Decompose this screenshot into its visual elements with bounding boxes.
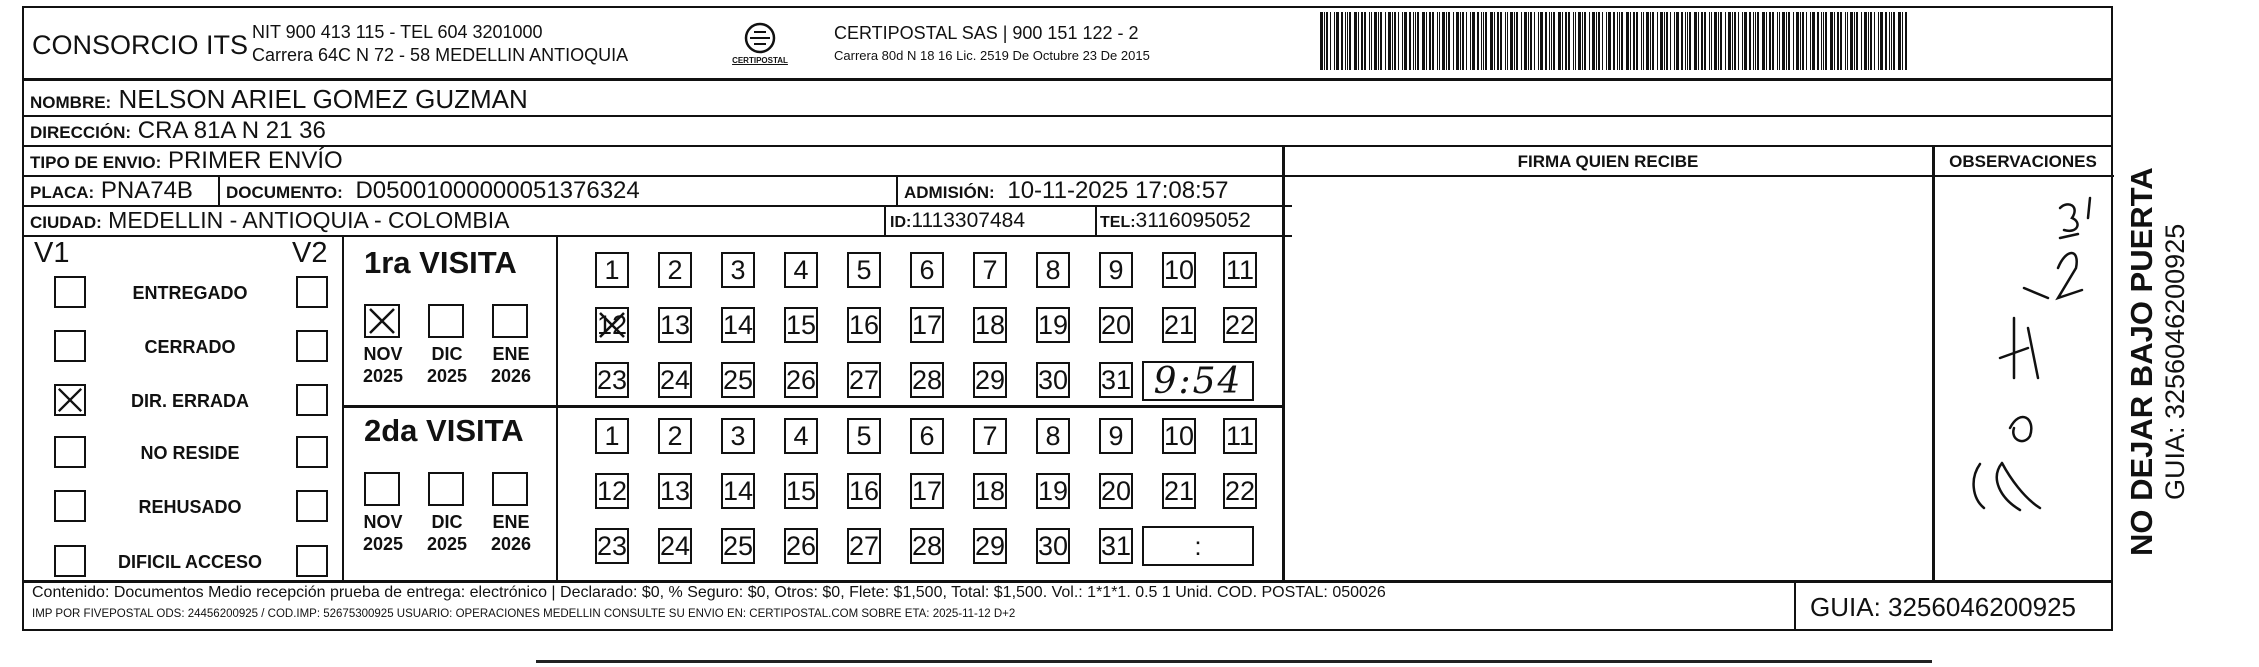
day-cell[interactable] (721, 473, 755, 509)
v1-checkbox[interactable] (54, 490, 86, 522)
day-cell[interactable] (784, 307, 818, 343)
v1-checkbox[interactable] (54, 436, 86, 468)
footer-imp: IMP POR FIVEPOSTAL ODS: 24456200925 / COD.IMP: 52675300925 USUARIO: OPERACIONES MEDELLIN CONSULTE SU ENVIO EN: CERTIPOSTAL.COM SOBRE ETA: 2025-11-12 D+2 (32, 608, 1016, 620)
day-number: 18 (974, 475, 1006, 506)
footer-guide: GUIA: 3256046200925 (1810, 592, 2076, 622)
city-label: CIUDAD: (30, 213, 102, 232)
day-cell[interactable] (910, 362, 944, 398)
day-cell[interactable] (658, 307, 692, 343)
day-number: 16 (848, 309, 880, 340)
day-cell[interactable] (973, 362, 1007, 398)
day-number: 14 (722, 309, 754, 340)
handwritten-observation (1940, 178, 2110, 578)
status-label: DIR. ERRADA (130, 391, 249, 411)
day-number: 29 (974, 364, 1006, 395)
day-number: 5 (856, 420, 872, 451)
city-row (30, 207, 509, 234)
month-checkbox[interactable] (492, 304, 528, 338)
admission-row (904, 177, 1228, 205)
send-type-row (30, 147, 343, 175)
day-number: 12 (596, 309, 628, 340)
day-cell[interactable] (595, 418, 629, 454)
month-label: DIC (431, 512, 463, 532)
send-type-label: TIPO DE ENVIO: (30, 153, 162, 172)
month-checkbox[interactable] (364, 304, 400, 338)
day-cell[interactable] (1099, 362, 1133, 398)
day-number: 17 (911, 475, 943, 506)
day-cell[interactable] (1162, 307, 1196, 343)
day-cell[interactable] (1223, 473, 1257, 509)
day-cell[interactable] (595, 528, 629, 564)
day-cell[interactable] (721, 307, 755, 343)
company-address: Carrera 64C N 72 - 58 MEDELLIN ANTIOQUIA (252, 45, 629, 65)
day-cell[interactable] (1099, 473, 1133, 509)
day-number: 15 (785, 475, 817, 506)
day-cell[interactable] (658, 362, 692, 398)
v2-label: V2 (292, 237, 328, 269)
day-cell[interactable] (721, 528, 755, 564)
day-number: 24 (659, 530, 691, 561)
day-number: 23 (596, 364, 628, 395)
month-checkbox[interactable] (428, 472, 464, 506)
year-label: 2025 (362, 534, 404, 554)
side-guide-number: GUIA: 3256046200925 (2160, 223, 2190, 500)
day-number: 10 (1163, 420, 1195, 451)
admission: 10-11-2025 17:08:57 (1007, 177, 1229, 204)
day-number: 29 (974, 530, 1006, 561)
day-cell[interactable] (784, 528, 818, 564)
v2-checkbox[interactable] (296, 490, 328, 522)
day-cell[interactable] (1036, 528, 1070, 564)
day-number: 22 (1224, 475, 1256, 506)
day-number: 11 (1225, 420, 1255, 451)
year-label: 2026 (490, 366, 532, 386)
v1-checkbox[interactable] (54, 330, 86, 362)
id-label: ID: (890, 214, 912, 231)
year-label: 2026 (490, 534, 532, 554)
month-label: DIC (431, 344, 463, 364)
day-cell[interactable] (658, 473, 692, 509)
day-cell[interactable] (910, 307, 944, 343)
day-number: 19 (1037, 309, 1069, 340)
day-cell[interactable] (595, 307, 629, 343)
visit1-time-box[interactable] (1142, 361, 1254, 401)
day-number: 20 (1100, 309, 1132, 340)
day-cell[interactable] (595, 252, 629, 288)
day-number: 6 (919, 420, 935, 451)
send-type: PRIMER ENVÍO (167, 147, 343, 174)
day-number: 30 (1037, 364, 1069, 395)
company-nit: NIT 900 413 115 - TEL 604 3201000 (252, 22, 543, 42)
document-row (226, 177, 640, 205)
visit2-title: 2da VISITA (364, 413, 524, 448)
day-cell[interactable] (973, 418, 1007, 454)
day-number: 3 (730, 254, 746, 285)
day-cell[interactable] (847, 528, 881, 564)
month-checkbox[interactable] (492, 472, 528, 506)
day-number: 1 (604, 420, 620, 451)
day-cell[interactable] (1036, 307, 1070, 343)
day-number: 4 (793, 420, 809, 451)
day-number: 24 (659, 364, 691, 395)
document: D05001000000051376324 (355, 177, 640, 204)
v1-checkbox[interactable] (54, 545, 86, 577)
plate-label: PLACA: (30, 183, 95, 202)
v1-checkbox[interactable] (54, 384, 86, 416)
day-number: 14 (722, 475, 754, 506)
barcode (1318, 12, 1910, 70)
day-number: 11 (1225, 254, 1255, 285)
year-label: 2025 (362, 366, 404, 386)
v1-label: V1 (34, 237, 70, 269)
day-number: 27 (848, 530, 880, 561)
day-cell[interactable] (1099, 418, 1133, 454)
company-name: CONSORCIO ITS (32, 30, 249, 60)
month-checkbox[interactable] (428, 304, 464, 338)
day-number: 1 (604, 254, 620, 285)
day-number: 20 (1100, 475, 1132, 506)
name-row (30, 84, 528, 115)
day-number: 26 (785, 530, 817, 561)
month-label: ENE (492, 344, 530, 364)
year-label: 2025 (426, 534, 468, 554)
observations-label: OBSERVACIONES (1949, 152, 2097, 171)
visit1-title: 1ra VISITA (364, 245, 517, 280)
visit2-time-box[interactable] (1142, 526, 1254, 566)
status-label: CERRADO (144, 337, 236, 357)
day-cell[interactable] (973, 473, 1007, 509)
plate-row (30, 177, 193, 205)
status-label: REHUSADO (138, 497, 242, 517)
day-number: 27 (848, 364, 880, 395)
day-cell[interactable] (910, 528, 944, 564)
admission-label: ADMISIÓN: (904, 183, 995, 202)
plate: PNA74B (100, 177, 193, 204)
carrier-logo (730, 20, 790, 72)
document-label: DOCUMENTO: (226, 183, 343, 202)
day-cell[interactable] (658, 252, 692, 288)
v2-checkbox[interactable] (296, 384, 328, 416)
day-cell[interactable] (973, 528, 1007, 564)
status-label: NO RESIDE (140, 443, 240, 463)
id-value: 1113307484 (911, 209, 1026, 232)
day-number: 3 (730, 420, 746, 451)
day-cell[interactable] (847, 362, 881, 398)
status-label: ENTREGADO (132, 283, 248, 303)
day-number: 25 (722, 364, 754, 395)
day-number: 23 (596, 530, 628, 561)
day-cell[interactable] (595, 473, 629, 509)
day-number: 15 (785, 309, 817, 340)
footer-content: Contenido: Documentos Medio recepción prueba de entrega: electrónico | Declarado: $0, % Seguro: $0, Otros: $0, Flete: $1,500, Total: $1,500. Vol.: 1*1*1. 0.5 1 Unid. COD. POSTAL: 050026 (32, 584, 1386, 601)
day-number: 2 (667, 420, 683, 451)
name-label: NOMBRE: (30, 93, 112, 112)
day-cell[interactable] (1162, 473, 1196, 509)
v2-checkbox[interactable] (296, 276, 328, 308)
status-label: DIFICIL ACCESO (117, 552, 262, 572)
day-cell[interactable] (721, 418, 755, 454)
recipient-address: CRA 81A N 21 36 (137, 117, 326, 144)
address-row (30, 117, 326, 145)
day-cell[interactable] (784, 473, 818, 509)
visit1-time: 9:54 (1153, 360, 1243, 402)
day-number: 30 (1037, 530, 1069, 561)
day-number: 25 (722, 530, 754, 561)
v2-checkbox[interactable] (296, 436, 328, 468)
day-cell[interactable] (1099, 307, 1133, 343)
carrier-address: Carrera 80d N 18 16 Lic. 2519 De Octubre 23 De 2015 (834, 48, 1150, 63)
day-number: 7 (982, 420, 998, 451)
day-cell[interactable] (1223, 252, 1257, 288)
day-number: 8 (1045, 420, 1061, 451)
tel-row (1100, 209, 1251, 233)
carrier-name: CERTIPOSTAL SAS | 900 151 122 - 2 (834, 23, 1139, 43)
day-number: 18 (974, 309, 1006, 340)
day-number: 13 (659, 309, 691, 340)
day-cell[interactable] (1223, 307, 1257, 343)
day-cell[interactable] (595, 362, 629, 398)
day-number: 17 (911, 309, 943, 340)
v2-checkbox[interactable] (296, 330, 328, 362)
v1-checkbox[interactable] (54, 276, 86, 308)
day-cell[interactable] (973, 307, 1007, 343)
day-cell[interactable] (658, 418, 692, 454)
day-cell[interactable] (847, 473, 881, 509)
year-label: 2025 (426, 366, 468, 386)
id-row (890, 209, 1025, 233)
day-number: 21 (1163, 475, 1195, 506)
signature-label: FIRMA QUIEN RECIBE (1517, 152, 1699, 171)
day-cell[interactable] (1036, 362, 1070, 398)
day-number: 28 (911, 530, 943, 561)
day-cell[interactable] (910, 252, 944, 288)
month-label: NOV (363, 344, 403, 364)
day-number: 12 (596, 475, 628, 506)
day-number: 26 (785, 364, 817, 395)
day-number: 19 (1037, 475, 1069, 506)
day-cell[interactable] (784, 362, 818, 398)
day-cell[interactable] (721, 362, 755, 398)
day-number: 31 (1100, 530, 1132, 561)
day-cell[interactable] (1036, 473, 1070, 509)
day-cell[interactable] (910, 473, 944, 509)
day-cell[interactable] (910, 418, 944, 454)
day-cell[interactable] (1162, 418, 1196, 454)
city: MEDELLIN - ANTIOQUIA - COLOMBIA (108, 207, 510, 233)
tel-label: TEL: (1100, 214, 1136, 231)
month-label: ENE (492, 512, 530, 532)
day-cell[interactable] (847, 307, 881, 343)
day-cell[interactable] (847, 418, 881, 454)
day-number: 4 (793, 254, 809, 285)
day-number: 8 (1045, 254, 1061, 285)
day-number: 28 (911, 364, 943, 395)
v2-checkbox[interactable] (296, 545, 328, 577)
month-checkbox[interactable] (364, 472, 400, 506)
do-not-leave-warning: NO DEJAR BAJO PUERTA (2124, 167, 2159, 556)
day-cell[interactable] (973, 252, 1007, 288)
day-number: 2 (667, 254, 683, 285)
day-cell[interactable] (1099, 252, 1133, 288)
day-cell[interactable] (1162, 252, 1196, 288)
day-number: 6 (919, 254, 935, 285)
day-cell[interactable] (1036, 418, 1070, 454)
day-number: 13 (659, 475, 691, 506)
day-cell[interactable] (721, 252, 755, 288)
month-label: NOV (363, 512, 403, 532)
tel-value: 3116095052 (1135, 209, 1251, 232)
day-cell[interactable] (1099, 528, 1133, 564)
day-number: 5 (856, 254, 872, 285)
day-number: 7 (982, 254, 998, 285)
day-number: 9 (1108, 420, 1124, 451)
day-number: 21 (1163, 309, 1195, 340)
day-number: 31 (1100, 364, 1132, 395)
day-number: 16 (848, 475, 880, 506)
visit2-time: : (1194, 530, 1202, 561)
day-cell[interactable] (658, 528, 692, 564)
day-cell[interactable] (847, 252, 881, 288)
address-label: DIRECCIÓN: (30, 123, 132, 142)
recipient-name: NELSON ARIEL GOMEZ GUZMAN (118, 84, 528, 114)
day-number: 22 (1224, 309, 1256, 340)
day-cell[interactable] (1036, 252, 1070, 288)
day-cell[interactable] (784, 252, 818, 288)
carrier-logo-text: CERTIPOSTAL (732, 56, 788, 65)
day-cell[interactable] (1223, 418, 1257, 454)
day-cell[interactable] (784, 418, 818, 454)
day-number: 9 (1108, 254, 1124, 285)
day-number: 10 (1163, 254, 1195, 285)
